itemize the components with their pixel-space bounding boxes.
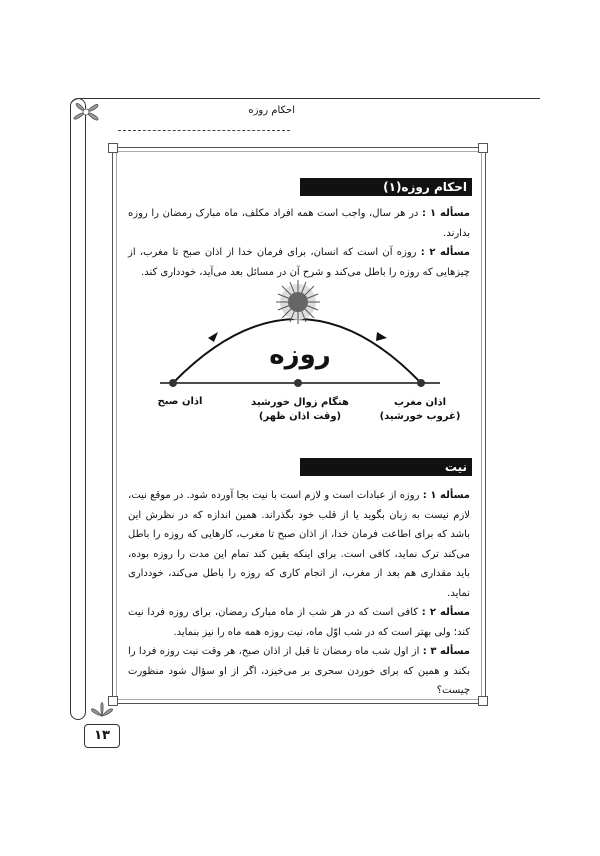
- maghrib-label: اذان مغرب (غروب خورشید): [379, 397, 461, 422]
- paragraph: مسأله ۳ : از اول شب ماه رمضان تا قبل از اذان صبح، هر وقت نیت روزه فردا را بکند و همین که برای خوردن سحری بر می‌خیزد، اگر از او سؤال شود منظورت چیست؟: [128, 646, 470, 696]
- paragraph: مسأله ۱ : در هر سال، واجب است همه افراد مکلف، ماه مبارک رمضان را روزه بدارند.: [128, 208, 470, 239]
- page-side-rail: [70, 98, 86, 720]
- page-number: ۱۳: [84, 724, 120, 748]
- fajr-label: اذان صبح: [157, 396, 203, 407]
- section-title-bar: احکام روزه(۱): [300, 178, 472, 196]
- running-header: احکام روزه: [248, 105, 295, 116]
- diagram-center-label: روزه: [269, 340, 331, 370]
- maghrib-dot: [417, 379, 425, 387]
- paragraph: مسأله ۲ : کافی است که در هر شب از ماه مبارک رمضان، برای روزه فردا نیت کند؛ ولی بهتر است که در شب اوّل ماه، نیت روزه همه ماه را نیز بنماید.: [128, 607, 470, 638]
- arc-arrow-icon: [376, 332, 387, 341]
- frame-corner: [108, 143, 118, 153]
- section2-body: [128, 486, 470, 701]
- section-title-bar: نیت: [300, 458, 472, 476]
- paragraph: مسأله ۱ : روزه از عبادات است و لازم است با نیت بجا آورده شود. در موقع نیت، لازم نیست به زبان بگوید یا از قلب خود بگذراند. همین اندازه که در نظرش این باشد که برای اطاعت فرمان خدا، از اذان صبح تا مغرب، کارهایی که روزه را باطل می‌کند ترک نماید، کافی است. برای اینکه یقین کند تمام این مدت را روزه بوده، باید مقداری هم بعد از مغرب، از انجام کاری که روزه را باطل می‌کند، خودداری نماید.: [128, 490, 470, 599]
- noon-label: هنگام زوال خورشید (وقت اذان ظهر): [251, 397, 349, 422]
- paragraph: مسأله ۲ : روزه آن است که انسان، برای فرمان خدا از اذان صبح تا مغرب، از چیزهایی که روزه را باطل می‌کند و شرح آن در مسائل بعد می‌آید، خودداری کند.: [128, 247, 470, 278]
- sun-icon: [276, 280, 320, 324]
- header-dashed-line: [118, 130, 290, 131]
- leaf-ornament-icon: [82, 692, 122, 728]
- arc-arrow-icon: [208, 332, 218, 342]
- frame-corner: [478, 696, 488, 706]
- noon-dot: [294, 379, 302, 387]
- fajr-dot: [169, 379, 177, 387]
- leaf-ornament-icon: [66, 92, 106, 132]
- frame-corner: [478, 143, 488, 153]
- section1-body: [128, 204, 470, 282]
